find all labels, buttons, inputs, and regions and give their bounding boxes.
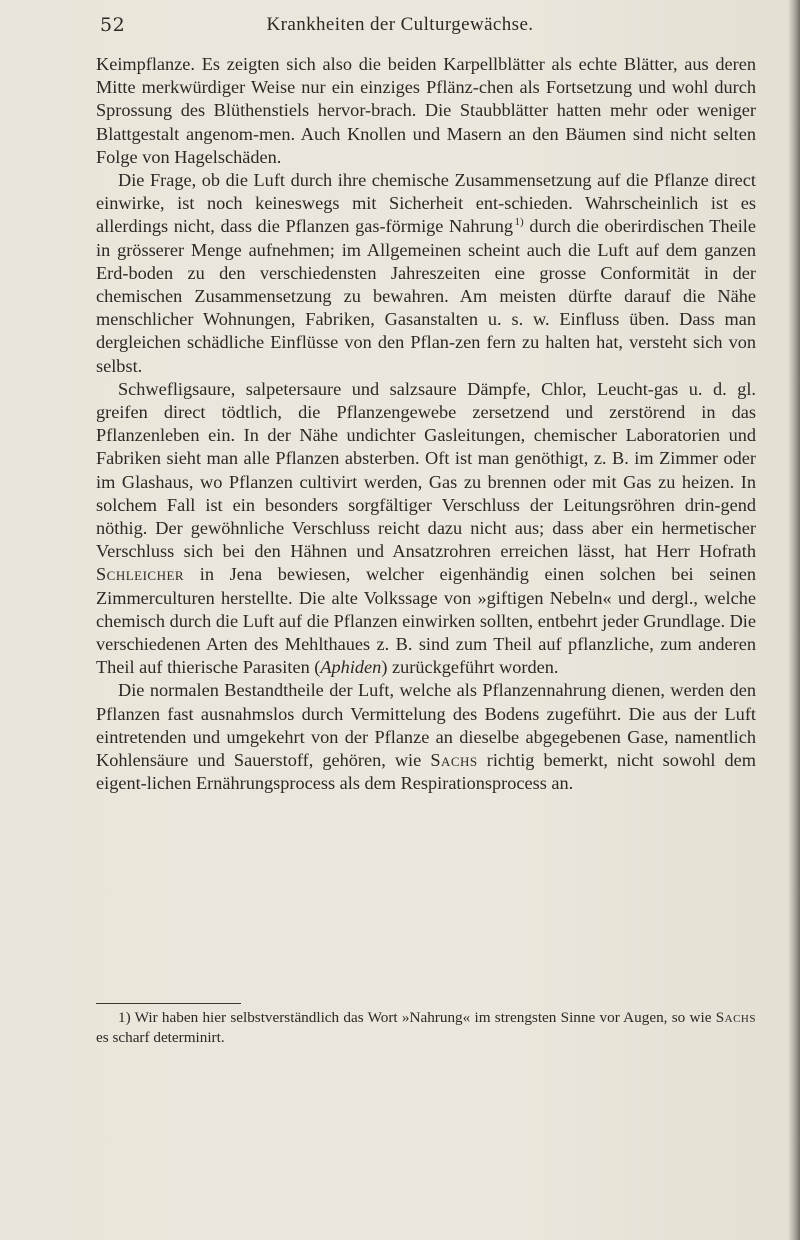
paragraph-2: Die Frage, ob die Luft durch ihre chemische Zusammensetzung auf die Pflanze direct einwirke, ist noch keineswegs mit Sicherheit ent-schieden. Wahrscheinlich ist es allerdings nicht, dass die Pflanzen gas-förmige Nahrung $^{1)}$ durch die oberirdischen Theile in grösserer Menge aufnehmen; im Allgemeinen scheint auch die Luft auf dem ganzen Erd-boden zu den verschiedensten Jahreszeiten eine grosse Conformität in der chemischen Zusammensetzung zu bewahren. Am meisten dürfte darauf die Nähe menschlicher Wohnungen, Fabriken, Gasanstalten u. s. w. Einfluss üben. Dass man dergleichen schädliche Einflüsse von den Pflan-zen fern zu halten hat, versteht sich von selbst. — [96, 170, 756, 376]
italic-term-aphiden: Aphiden — [320, 657, 382, 678]
footnote-ref[interactable]: 1) — [514, 216, 524, 229]
author-name-sachs: Sachs — [430, 750, 478, 771]
page-number: 52 — [100, 14, 126, 36]
footnote-author-sachs: Sachs — [715, 1009, 756, 1026]
paragraph-4: Die normalen Bestandtheile der Luft, welche als Pflanzennahrung dienen, werden den Pflanzen fast ausnahmslos durch Vermittelung des Bodens zugeführt. Die aus der Luft eintretenden und umgekehrt von der Pflanze an dieselbe abgegebenen Gase, namentlich Kohlensäure und Sauerstoff, gehören, wie Sachs richtig bemerkt, nicht sowohl dem eigent-lichen Ernährungsprocess als dem Respirationsprocess an. — [96, 680, 756, 794]
footnote-text: 1) Wir haben hier selbstverständlich das Wort »Nahrung« im strengsten Sinne vor Augen, so wie — [118, 1009, 716, 1026]
paragraph-3: Schwefligsaure, salpetersaure und salzsaure Dämpfe, Chlor, Leucht-gas u. d. gl. greifen direct tödtlich, die Pflanzengewebe zersetzend und zerstörend in das Pflanzenleben ein. In der Nähe undichter Gasleitungen, chemischer Laboratorien und Fabriken sieht man alle Pflanzen absterben. Oft ist man genöthigt, z. B. im Zimmer oder im Glashaus, wo Pflanzen cultivirt werden, Gas zu brennen oder mit Gas zu heizen. In solchem Fall ist ein besonders sorgfältiger Verschluss der Leitungsröhren drin-gend nöthig. Der gewöhnliche Verschluss reicht dazu nicht aus; dass aber ein hermetischer Verschluss sich bei den Hähnen und Ansatzrohren erreichen lässt, hat Herr Hofrath Schleicher in Jena bewiesen, welcher eigenhändig einen solchen bei seinen Zimmerculturen herstellte. Die alte Volkssage von »giftigen Nebeln« und dergl., welche chemisch durch die Luft auf die Pflanzen einwirken sollten, entbehrt jeder Grundlage. Die verschiedenen Arten des Mehlthaues z. B. sind zum Theil auf pflanzliche, zum anderen Theil auf thierische Parasiten (Aphiden) zurückgeführt worden. — [96, 378, 756, 678]
paragraph-1: Keimpflanze. Es zeigten sich also die beiden Karpellblätter als echte Blätter, aus deren Mitte merkwürdiger Weise nur ein einziges Pflänz-chen als Fortsetzung und wohl durch Sprossung des Blüthenstiels hervor-brach. Die Staubblätter hatten mehr oder weniger Blattgestalt angenom-men. Auch Knollen und Masern an den Bäumen sind nicht selten Folge von Hagelschäden. — [96, 54, 756, 167]
footnote-divider — [96, 1003, 241, 1004]
body-text — [96, 53, 756, 796]
author-name-schleicher: Schleicher — [96, 564, 185, 585]
footnote: 1) Wir haben hier selbstverständlich das Wort »Nahrung« im strengsten Sinne vor Augen, so wie Sachs es scharf determinirt. — [96, 1009, 756, 1046]
running-title: Krankheiten der Culturgewächse. — [266, 14, 534, 35]
page-edge-shadow — [788, 0, 800, 1240]
page-header — [100, 14, 680, 42]
